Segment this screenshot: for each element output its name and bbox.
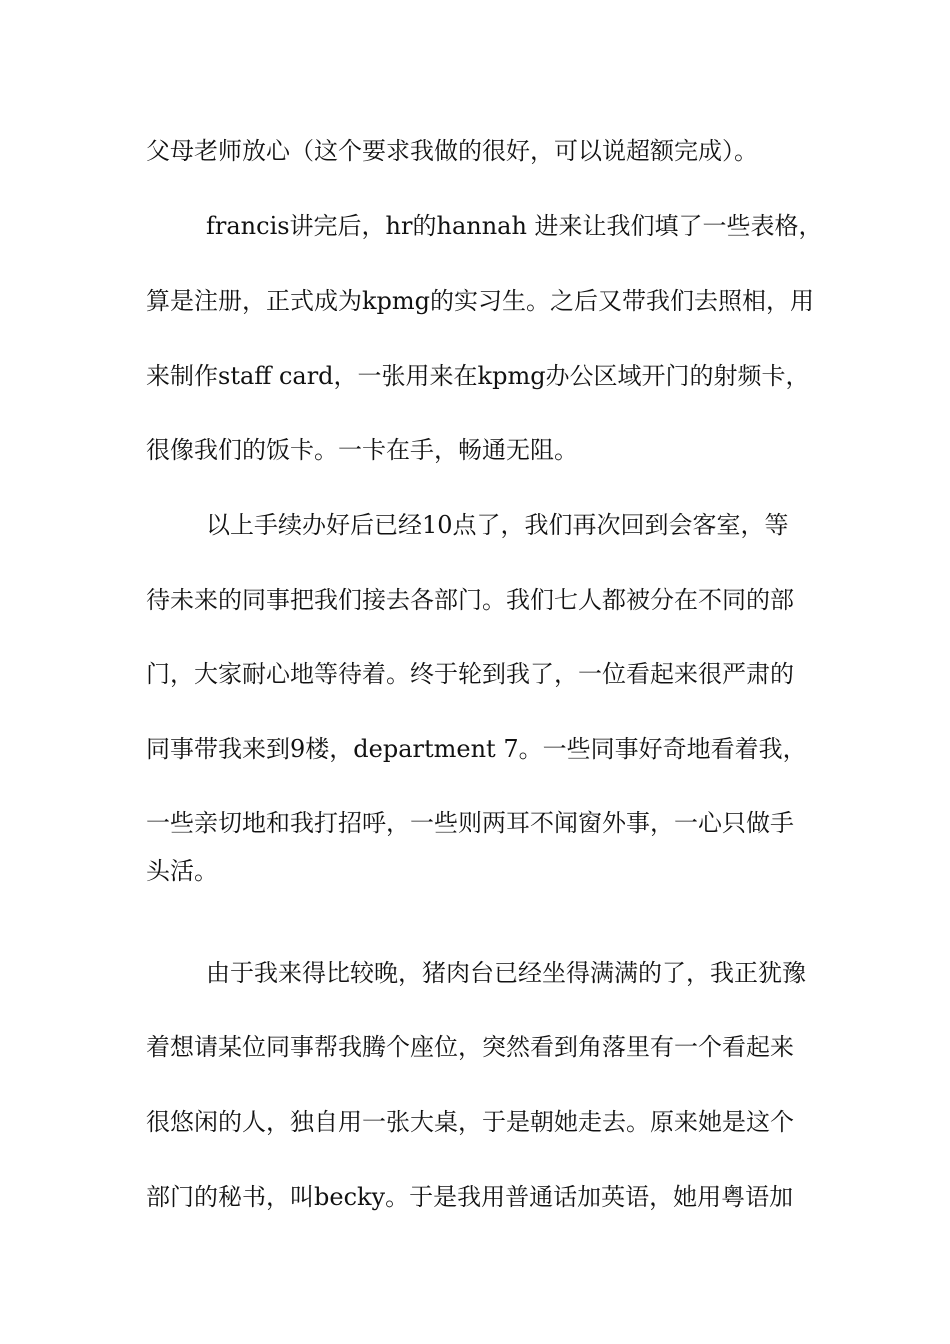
text-line: 以上手续办好后已经10点了，我们再次回到会客室，等 <box>206 511 789 539</box>
text-line: 很悠闲的人，独自用一张大桌，于是朝她走去。原来她是这个 <box>146 1108 794 1136</box>
text-line: 同事带我来到9楼，department 7。一些同事好奇地看着我， <box>146 735 807 763</box>
text-line: 算是注册，正式成为kpmg的实习生。之后又带我们去照相，用 <box>146 287 815 315</box>
text-line: 来制作staff card，一张用来在kpmg办公区域开门的射频卡， <box>146 362 810 390</box>
text-line: 一些亲切地和我打招呼，一些则两耳不闻窗外事，一心只做手 <box>146 809 794 837</box>
text-line: 很像我们的饭卡。一卡在手，畅通无阻。 <box>146 436 578 464</box>
text-line: 由于我来得比较晚，猪肉台已经坐得满满的了，我正犹豫 <box>206 959 806 987</box>
text-line: 待未来的同事把我们接去各部门。我们七人都被分在不同的部 <box>146 586 794 614</box>
text-line: 头活。 <box>146 857 218 885</box>
text-line: 门，大家耐心地等待着。终于轮到我了，一位看起来很严肃的 <box>146 660 794 688</box>
text-line: francis讲完后，hr的hannah 进来让我们填了一些表格， <box>206 212 823 240</box>
text-line: 部门的秘书，叫becky。于是我用普通话加英语，她用粤语加 <box>146 1183 794 1211</box>
text-line: 着想请某位同事帮我腾个座位，突然看到角落里有一个看起来 <box>146 1033 794 1061</box>
text-line: 父母老师放心（这个要求我做的很好，可以说超额完成）。 <box>146 137 758 165</box>
